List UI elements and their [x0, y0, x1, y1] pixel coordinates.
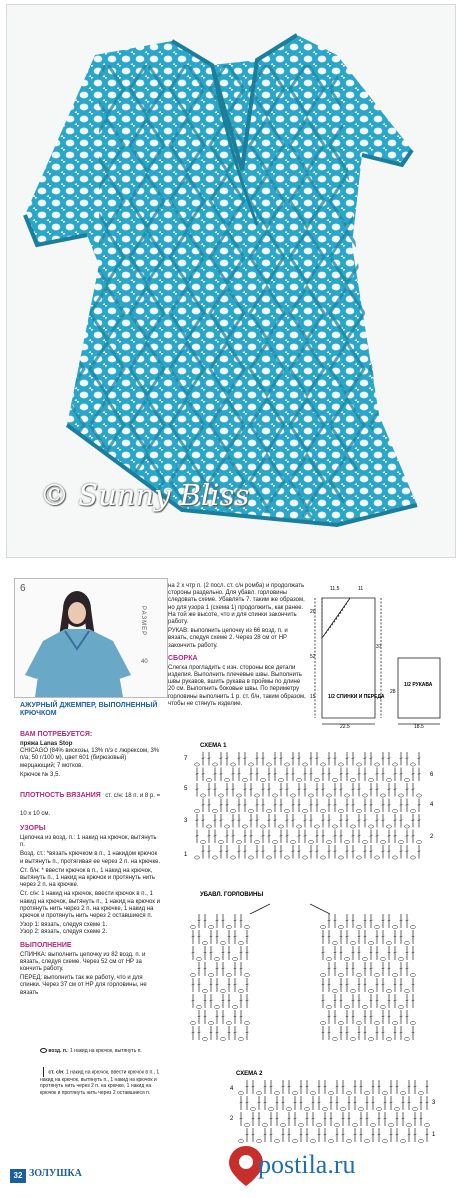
chain-stitch	[261, 778, 266, 781]
chain-stitch	[417, 840, 422, 843]
chain-stitch	[243, 825, 248, 828]
gauge	[20, 784, 162, 820]
yarn-detail: CHICAGO (84% вискозы, 13% п/э с люрексом, 3% п/а; 50 г/100 м), цвет 601 (бирюзовый) мерцающий; 7 мотков.	[20, 748, 160, 769]
dim-label: 37	[376, 644, 382, 650]
chain-stitch	[333, 825, 338, 828]
chain-stitch	[309, 794, 314, 797]
chain-stitch	[357, 973, 362, 976]
chain-stitch	[291, 794, 296, 797]
chain-stitch	[315, 825, 320, 828]
chain-stitch	[407, 1123, 412, 1126]
row-number: 4	[430, 802, 434, 808]
chain-stitch	[401, 1091, 406, 1094]
chain-stitch	[291, 840, 296, 843]
chain-stitch	[399, 1005, 404, 1008]
chain-stitch	[345, 794, 350, 797]
garment-photo	[6, 4, 456, 558]
chain-stitch	[405, 941, 410, 944]
chain-stitch	[201, 840, 206, 843]
chain-stitch	[363, 1005, 368, 1008]
chain-stitch	[245, 1123, 250, 1126]
chain-stitch	[387, 778, 392, 781]
chain-stitch	[239, 1139, 244, 1142]
chain-stitch	[351, 941, 356, 944]
chain-stitch	[213, 809, 218, 812]
dim-label: 28	[390, 689, 396, 695]
sleeve-label: 1/2 РУКАВА	[404, 682, 433, 688]
row-number: 1	[432, 1132, 436, 1138]
assembly-heading: СБОРКА	[168, 654, 198, 662]
chain-stitch	[387, 989, 392, 992]
chain-stitch	[293, 1139, 298, 1142]
chain-stitch	[365, 1091, 370, 1094]
chain-stitch	[213, 763, 218, 766]
legend-chain	[40, 1048, 165, 1055]
chain-stitch	[303, 856, 308, 859]
instructions-column-1	[20, 726, 162, 999]
chain-stitch	[351, 825, 356, 828]
chain-stitch	[257, 1139, 262, 1142]
patterns-heading: УЗОРЫ	[20, 825, 46, 833]
chain-stitch	[381, 794, 386, 797]
chain-stitch	[383, 1139, 388, 1142]
hook-size: Крючок № 3,5.	[20, 771, 61, 778]
legend-chain-term: возд. п.	[48, 1048, 68, 1054]
dc-symbol-icon	[43, 1067, 44, 1077]
chain-stitch	[219, 840, 224, 843]
chain-stitch	[363, 957, 368, 960]
chain-stitch	[203, 941, 208, 944]
chain-stitch	[303, 763, 308, 766]
chain-stitch	[191, 1021, 196, 1024]
chain-stitch	[225, 825, 230, 828]
chain-stitch	[317, 1123, 322, 1126]
front-back-label: 1/2 СПИНКИ И ПЕРЕДА	[328, 694, 385, 700]
chain-stitch	[231, 763, 236, 766]
chain-stitch	[393, 1021, 398, 1024]
row-number: 2	[230, 1116, 234, 1122]
chain-stitch	[405, 778, 410, 781]
chain-stitch	[285, 763, 290, 766]
chain-stitch	[201, 794, 206, 797]
chain-stitch	[311, 1139, 316, 1142]
chain-stitch	[255, 840, 260, 843]
front-continued: на 2 х чтр п. (2 посл. ст. с/н ромба) и продолжать стороны раздельно. Для убавл. горловины следовать схеме. Убавлять 7. таким же образом, но для узора 1 (схема 1) продолжить, как ранее. На той же высоте, что и для спинки закончить работу.	[168, 583, 305, 626]
assembly-instructions: Слегка прогладить с изн. стороны все детали изделия. Выполнить плечевые швы. Выполнить швы рукавов, вшить рукава в проймы по длине 20 см. Выполнить боковые швы. По периметру горловины выполнить 1 р. ст. б/н, таким образом, чтобы не стянуть изделие.	[168, 664, 306, 707]
postila-brand-text: postila.ru	[258, 1150, 356, 1179]
chain-stitch	[239, 989, 244, 992]
legend-chain-desc: : 1 накид на крючок, вытянуть п.	[67, 1048, 142, 1054]
chain-stitch	[339, 763, 344, 766]
size-number: 6	[20, 583, 26, 594]
chain-stitch	[339, 1021, 344, 1024]
dim-label: 22,5	[340, 724, 350, 728]
chain-stitch	[285, 856, 290, 859]
chain-stitch	[411, 763, 416, 766]
chain-stitch	[393, 856, 398, 859]
chain-stitch	[245, 925, 250, 928]
chain-stitch	[339, 856, 344, 859]
chain-stitch	[191, 973, 196, 976]
chain-stitch	[209, 973, 214, 976]
magazine-name: ЗОЛУШКА	[29, 1168, 82, 1179]
chain-stitch	[335, 1123, 340, 1126]
model-photo	[15, 579, 167, 697]
chain-stitch	[357, 856, 362, 859]
pattern-item: Ст. б/н: * ввести крючок в п., 1 накид на крючок, вытянуть п., 1 накид на крючок и протянуть нить через 2 п. на крючке.	[20, 867, 156, 889]
chain-stitch	[249, 763, 254, 766]
chain-stitch	[207, 825, 212, 828]
dim-label: 15	[310, 694, 316, 700]
chain-stitch	[365, 1139, 370, 1142]
chain-stitch	[399, 794, 404, 797]
yarn-name: пряжа Lanas Stop	[20, 741, 73, 747]
chain-stitch	[255, 794, 260, 797]
chain-stitch	[321, 763, 326, 766]
chain-stitch	[419, 1139, 424, 1142]
chain-stitch	[345, 840, 350, 843]
chain-stitch	[227, 1021, 232, 1024]
chain-stitch	[249, 809, 254, 812]
chain-stitch	[197, 957, 202, 960]
chain-stitch	[411, 856, 416, 859]
watermark: © Sunny Bliss	[40, 478, 250, 512]
chain-stitch	[267, 809, 272, 812]
neck-shaping-title: УБАВЛ. ГОРЛОВИНЫ	[200, 892, 264, 898]
chain-stitch	[381, 1005, 386, 1008]
dim-label: 20	[310, 609, 316, 615]
chain-stitch	[425, 1123, 430, 1126]
scheme-1-chart	[180, 738, 445, 868]
chain-stitch	[197, 1005, 202, 1008]
chain-stitch	[321, 809, 326, 812]
row-number: 2	[430, 834, 434, 840]
chain-stitch	[393, 925, 398, 928]
chain-stitch	[351, 989, 356, 992]
chain-stitch	[233, 1005, 238, 1008]
chain-stitch	[345, 1005, 350, 1008]
chain-stitch	[309, 840, 314, 843]
chain-stitch	[341, 1107, 346, 1110]
chain-stitch	[209, 925, 214, 928]
chain-stitch	[327, 1005, 332, 1008]
chain-stitch	[221, 1037, 226, 1040]
chain-stitch	[359, 1107, 364, 1110]
chain-stitch	[209, 1021, 214, 1024]
chain-stitch	[215, 1005, 220, 1008]
chain-stitch	[327, 840, 332, 843]
chain-stitch	[369, 825, 374, 828]
chain-stitch	[339, 809, 344, 812]
chain-stitch	[269, 1107, 274, 1110]
chain-stitch	[375, 763, 380, 766]
chain-stitch	[321, 856, 326, 859]
chain-stitch	[195, 809, 200, 812]
chain-stitch	[413, 1107, 418, 1110]
pattern-item: Узор 2: вязать, следуя схеме 2.	[20, 929, 108, 936]
chain-stitch	[239, 1091, 244, 1094]
chain-stitch	[237, 840, 242, 843]
symbol-legend	[40, 1048, 165, 1098]
chain-stitch	[393, 809, 398, 812]
chain-stitch	[263, 1123, 268, 1126]
sleeve-instructions: РУКАВ: выполнить цепочку из 66 возд. п. и вязать, следуя схеме 2. Через 28 см от НР закончить работу.	[168, 628, 288, 649]
row-number: 6	[430, 772, 434, 778]
chain-stitch	[251, 1107, 256, 1110]
gauge-text: ст. с/н: 18 п. и 8 р. = 10 х 10 см.	[20, 793, 161, 818]
chain-stitch	[267, 856, 272, 859]
back-instructions: СПИНКА: выполнить цепочку из 82 возд. п. и вязать, следуя схеме. Через 52 см от НР за кончить работу.	[20, 951, 146, 973]
chain-stitch	[333, 1037, 338, 1040]
chain-stitch	[357, 763, 362, 766]
row-number: 3	[432, 1100, 436, 1106]
size-value: 40	[141, 659, 148, 665]
chain-stitch	[405, 1037, 410, 1040]
chain-stitch	[227, 925, 232, 928]
chain-stitch	[405, 825, 410, 828]
chain-stitch	[225, 778, 230, 781]
chain-stitch	[363, 840, 368, 843]
chain-stitch	[369, 778, 374, 781]
chain-stitch	[273, 840, 278, 843]
chain-stitch	[381, 957, 386, 960]
chain-stitch	[297, 825, 302, 828]
chain-stitch	[327, 957, 332, 960]
pattern-item: Возд. ст.: *вязать крючком в п., 1 накидом крючок и вытянуть п., протягивая ее через 2 п. на крючке.	[20, 851, 161, 865]
legend-dc-desc: : 1 накид на крючок, ввести крючок в п., 1 накид на крючок, вытянуть п., 1 накид на крючок и протянуть нить через 2 п. на крючке, 1 накид на крючок и протянуть нить через 2 оставшиеся п.	[40, 1068, 160, 1096]
chain-stitch	[243, 778, 248, 781]
row-number: 7	[184, 756, 188, 762]
chain-stitch	[393, 973, 398, 976]
article-title: АЖУРНЫЙ ДЖЕМПЕР, ВЫПОЛНЕННЫЙ КРЮЧКОМ	[20, 702, 158, 718]
chain-stitch	[389, 1123, 394, 1126]
chain-stitch	[411, 1021, 416, 1024]
chain-stitch	[357, 809, 362, 812]
chain-stitch	[195, 856, 200, 859]
scheme-2-title: СХЕМА 2	[236, 1071, 263, 1077]
chain-stitch	[381, 840, 386, 843]
front-instructions: ПЕРЕД: выполнить так же работу, что и для спинки. Через 37 см от НР для горловины, не вязать	[20, 975, 147, 996]
neck-shaping-arrows	[250, 904, 330, 914]
row-number: 1	[184, 852, 188, 858]
chain-stitch	[327, 794, 332, 797]
scheme-2-chart	[200, 1068, 445, 1148]
chain-stitch	[279, 825, 284, 828]
chain-stitch	[315, 778, 320, 781]
chain-stitch	[219, 794, 224, 797]
chain-stitch	[345, 957, 350, 960]
chain-stitch	[333, 941, 338, 944]
chain-stitch	[195, 763, 200, 766]
chain-stitch	[275, 1091, 280, 1094]
chain-stitch	[203, 1037, 208, 1040]
chain-stitch	[375, 973, 380, 976]
chain-stitch	[279, 778, 284, 781]
chain-stitch	[375, 925, 380, 928]
chain-stitch	[357, 1021, 362, 1024]
chain-stitch	[297, 778, 302, 781]
chain-stitch	[221, 989, 226, 992]
dim-label: 18,5	[414, 724, 424, 728]
chain-stitch	[285, 809, 290, 812]
row-number: 4	[230, 1086, 234, 1092]
chain-stitch	[227, 973, 232, 976]
chain-stitch	[273, 794, 278, 797]
chain-stitch	[411, 973, 416, 976]
pattern-item: Цепочка из возд. п.: 1 накид на крючок, вытянуть п.	[20, 835, 157, 849]
instructions-column-2	[168, 583, 308, 710]
chain-stitch	[357, 925, 362, 928]
chain-stitch	[311, 1091, 316, 1094]
scheme-1-title: СХЕМА 1	[200, 743, 227, 749]
chain-stitch	[393, 763, 398, 766]
chain-symbol-icon	[40, 1048, 47, 1053]
size-label: РАЗМЕР	[140, 606, 146, 637]
chain-stitch	[369, 1037, 374, 1040]
chain-stitch	[287, 1107, 292, 1110]
chain-stitch	[237, 794, 242, 797]
pattern-item: Узор 1: вязать, следуя схеме 1.	[20, 922, 108, 929]
chain-stitch	[245, 1021, 250, 1024]
chain-stitch	[351, 1037, 356, 1040]
legend-dc	[40, 1067, 165, 1097]
chain-stitch	[347, 1091, 352, 1094]
chain-stitch	[369, 989, 374, 992]
chain-stitch	[375, 809, 380, 812]
chain-stitch	[299, 1123, 304, 1126]
chain-stitch	[321, 973, 326, 976]
chain-stitch	[239, 941, 244, 944]
chain-stitch	[399, 840, 404, 843]
chain-stitch	[207, 778, 212, 781]
crochet-jumper-illustration	[7, 5, 455, 557]
dim-label: 11,5	[330, 586, 340, 592]
chain-stitch	[213, 856, 218, 859]
chain-stitch	[375, 856, 380, 859]
chain-stitch	[321, 925, 326, 928]
chain-stitch	[321, 1021, 326, 1024]
neck-shaping-chart	[180, 884, 445, 1054]
row-number: 3	[184, 818, 188, 824]
chain-stitch	[411, 809, 416, 812]
chain-stitch	[233, 957, 238, 960]
chain-stitch	[203, 989, 208, 992]
chain-stitch	[305, 1107, 310, 1110]
chain-stitch	[215, 957, 220, 960]
chain-stitch	[387, 825, 392, 828]
row-number: 5	[184, 786, 188, 792]
chain-stitch	[267, 763, 272, 766]
chain-stitch	[261, 825, 266, 828]
chain-stitch	[351, 778, 356, 781]
chain-stitch	[293, 1091, 298, 1094]
chain-stitch	[191, 925, 196, 928]
chain-stitch	[401, 1139, 406, 1142]
chain-stitch	[333, 778, 338, 781]
chain-stitch	[417, 794, 422, 797]
chain-stitch	[281, 1123, 286, 1126]
chain-stitch	[347, 1139, 352, 1142]
chain-stitch	[339, 973, 344, 976]
chain-stitch	[369, 941, 374, 944]
dim-label: 11	[358, 586, 364, 592]
gauge-heading: ПЛОТНОСТЬ ВЯЗАНИЯ	[20, 792, 101, 800]
pattern-item: Ст. с/н: 1 накид на крючок, ввести крючок в п., 1 накид на крючок, вытянуть п., 1 накид на крючок и протянуть нить через 2 п. на крючке, 1 накид на крючок и протянуть нить через 2 оставшиеся п.	[20, 891, 161, 920]
chain-stitch	[221, 941, 226, 944]
model-photo-card	[14, 578, 168, 698]
chain-stitch	[387, 941, 392, 944]
chain-stitch	[419, 1091, 424, 1094]
chain-stitch	[383, 1091, 388, 1094]
chain-stitch	[377, 1107, 382, 1110]
chain-stitch	[303, 809, 308, 812]
chain-stitch	[363, 794, 368, 797]
page-number: 32	[10, 1169, 26, 1183]
chain-stitch	[231, 809, 236, 812]
dim-label: 52	[310, 654, 316, 660]
materials-heading: ВАМ ПОТРЕБУЕТСЯ:	[20, 731, 93, 738]
pattern-schematic	[310, 578, 450, 728]
chain-stitch	[275, 1139, 280, 1142]
chain-stitch	[257, 1091, 262, 1094]
chain-stitch	[339, 925, 344, 928]
chain-stitch	[231, 856, 236, 859]
chain-stitch	[249, 856, 254, 859]
chain-stitch	[411, 925, 416, 928]
chain-stitch	[245, 973, 250, 976]
chain-stitch	[375, 1021, 380, 1024]
chain-stitch	[405, 989, 410, 992]
legend-dc-term: ст. с/н	[48, 1068, 64, 1075]
chain-stitch	[239, 1037, 244, 1040]
chain-stitch	[371, 1123, 376, 1126]
chain-stitch	[399, 957, 404, 960]
chain-stitch	[395, 1107, 400, 1110]
chain-stitch	[323, 1107, 328, 1110]
chain-stitch	[329, 1091, 334, 1094]
chain-stitch	[353, 1123, 358, 1126]
chain-stitch	[329, 1139, 334, 1142]
chain-stitch	[387, 1037, 392, 1040]
chain-stitch	[333, 989, 338, 992]
execution-heading: ВЫПОЛНЕНИЕ	[20, 941, 72, 949]
